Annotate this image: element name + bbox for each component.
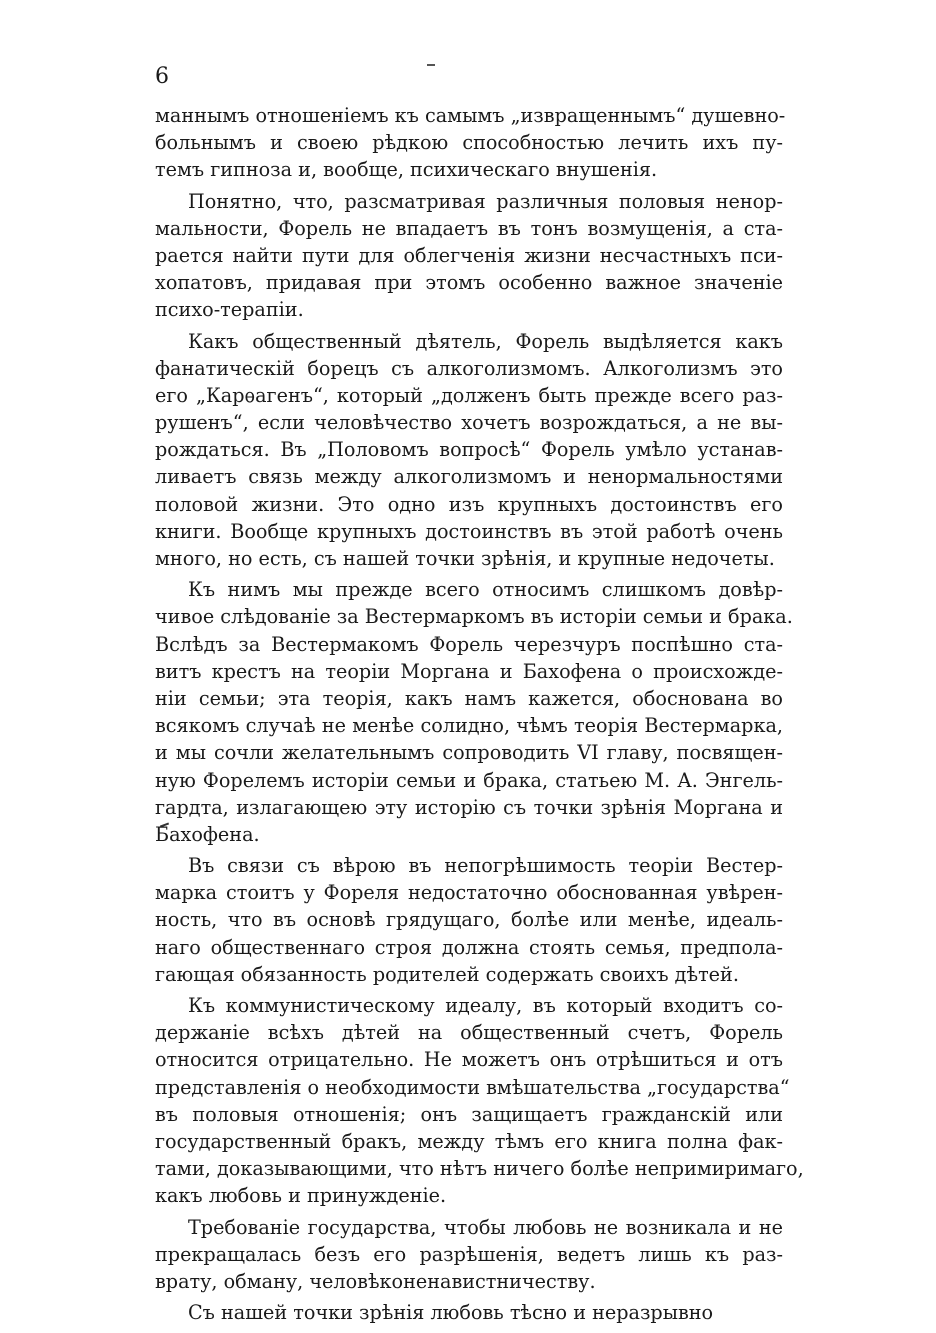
text-line: мальности, Форель не впадаетъ въ тонъ возмущенiя, а ста- [155,216,783,240]
text-line: психо-терапiи. [155,298,304,322]
print-mark [427,64,435,66]
text-line: относится отрицательно. Не можетъ онъ отрѣшиться и отъ [155,1048,783,1072]
text-line: Вслѣдъ за Вестермакомъ Форель черезчуръ поспѣшно ста- [155,632,783,656]
paragraph [155,188,783,324]
paragraph [155,328,783,573]
text-line: Какъ общественный дѣятель, Форель выдѣляется какъ [188,329,783,353]
text-line: маннымъ отношенiемъ къ самымъ „извращеннымъ“ душевно- [155,104,786,127]
paragraph [155,576,793,848]
text-line: витъ крестъ на теорiи Моргана и Бахофена о происхожде- [155,659,783,683]
text-line: книги. Вообще крупныхъ достоинствъ въ этой работѣ очень [155,519,783,543]
text-line: всякомъ случаѣ не менѣе солидно, чѣмъ теорiя Вестермарка, [155,714,783,738]
paragraph [155,1299,783,1326]
text-line: фанатическiй борецъ съ алкоголизмомъ. Алкоголизмъ это [155,356,783,380]
text-line: тами, доказывающими, что нѣтъ ничего болѣе непримиримаго, [155,1157,804,1181]
paragraph [155,1214,783,1296]
text-line: Требованiе государства, чтобы любовь не возникала и не [188,1215,783,1239]
body-text [155,102,804,1326]
text-line: прекращалась безъ его разрѣшенiя, ведетъ лишь къ раз- [155,1242,783,1266]
text-line: представленiя о необходимости вмѣшательства „государства“ [155,1075,790,1099]
text-line: чивое слѣдованiе за Вестермаркомъ въ исторiи семьи и брака. [155,605,793,629]
text-line: въ половыя отношенiя; онъ защищаетъ гражданскiй или [155,1102,783,1126]
paragraph [155,852,783,988]
text-line: и мы сочли желательнымъ сопроводить VI главу, посвящен- [155,741,783,765]
text-line: больнымъ и своею рѣдкою способностью лечить ихъ пу- [155,131,783,155]
text-line: государственный бракъ, между тѣмъ его книга полна фак- [155,1129,783,1153]
text-line: держанiе всѣхъ дѣтей на общественный счетъ, Форель [155,1021,783,1045]
paragraph [155,992,804,1210]
text-line: Къ коммунистическому идеалу, въ который входитъ со- [188,994,783,1017]
text-line: темъ гипноза и, вообще, психическаго внушенiя. [155,158,658,182]
text-line: наго общественнаго строя должна стоять семья, предпола- [155,935,783,959]
text-line: рается найти пути для облегченiя жизни несчастныхъ пси- [155,243,783,267]
text-line: нiи семьи; эта теорiя, какъ намъ кажется, обоснована во [155,686,783,710]
text-line: Бахофена. [155,822,260,846]
text-line: его „Карѳагенъ“, который „долженъ быть прежде всего раз- [155,383,783,407]
text-line: марка стоитъ у Фореля недостаточно обоснованная увѣрен- [155,881,783,905]
text-line: гающая обязанность родителей содержать своихъ дѣтей. [155,962,739,986]
text-line: Съ нашей точки зрѣнiя любовь тѣсно и неразрывно [188,1301,714,1325]
text-line: ливаетъ связь между алкоголизмомъ и ненормальностями [155,465,783,489]
text-line: хопатовъ, придавая при этомъ особенно важное значенiе [155,271,783,295]
text-line: Къ нимъ мы прежде всего относимъ слишкомъ довѣр- [188,578,783,602]
text-line: рождаться. Въ „Половомъ вопросѣ“ Форель умѣло устанав- [155,438,783,462]
text-line: какъ любовь и принужденiе. [155,1184,447,1208]
text-line: врату, обману, человѣконенавистничеству. [155,1269,596,1293]
text-line: гардта, излагающею эту исторiю съ точки зрѣнiя Моргана и [155,795,783,819]
text-line: Понятно, что, разсматривая различныя половыя ненор- [188,189,783,213]
text-line: рушенъ“, если человѣчество хочетъ возрождаться, а не вы- [155,411,783,435]
text-line: ную Форелемъ исторiи семьи и брака, статьею М. А. Энгель- [155,768,783,792]
text-line: половой жизни. Это одно изъ крупныхъ достоинствъ его [155,492,783,516]
paragraph [155,102,786,184]
text-line: много, но есть, съ нашей точки зрѣнiя, и крупные недочеты. [155,547,775,570]
text-line: Въ связи съ вѣрою въ непогрѣшимость теорiи Вестер- [188,854,783,878]
text-line: ность, что въ основѣ грядущаго, болѣе или менѣе, идеаль- [155,908,783,932]
page-number: 6 [155,64,169,89]
